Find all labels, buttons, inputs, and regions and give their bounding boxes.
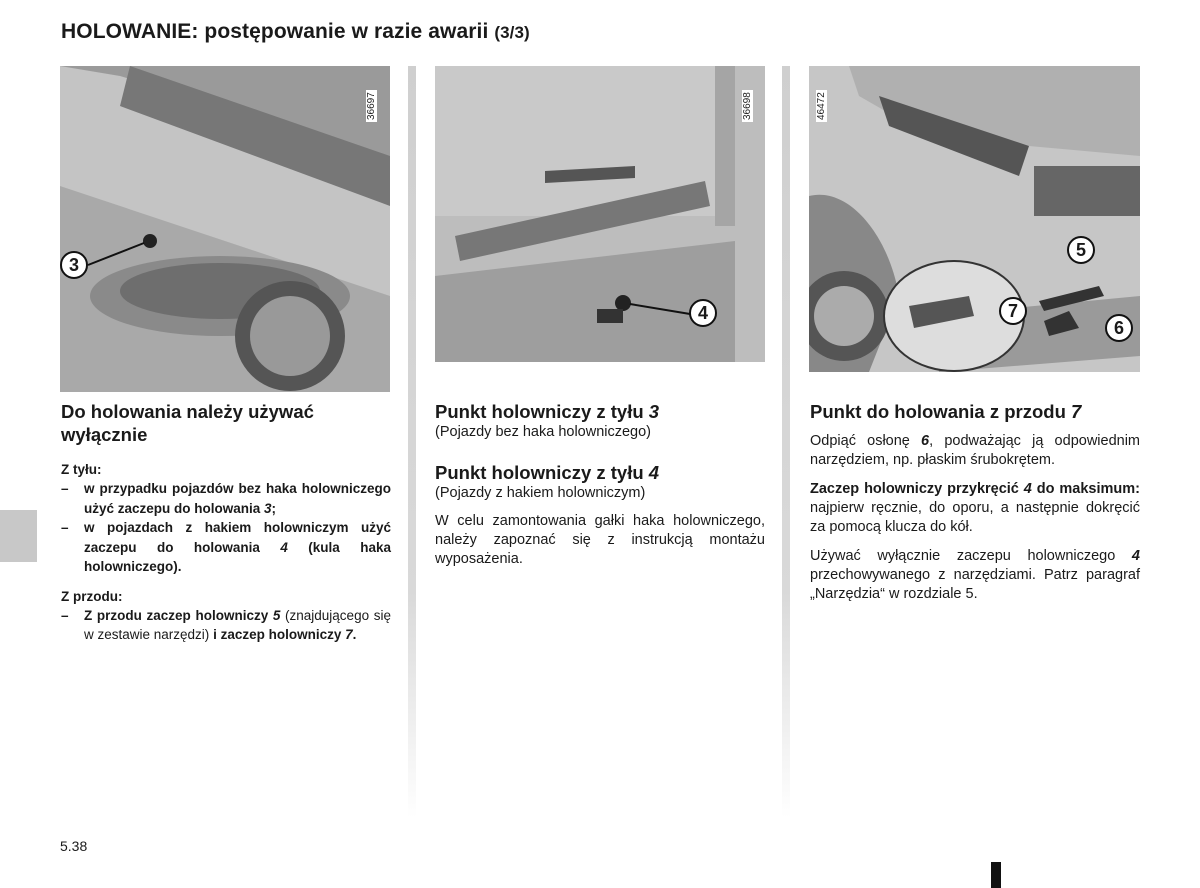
page-title: HOLOWANIE: postępowanie w razie awarii (3/3): [61, 20, 530, 43]
callout-badge: 3: [60, 251, 88, 279]
list-item: – w pojazdach z hakiem holowniczym użyć zaczepu do holowania 4 (kula haka holowniczego).: [61, 520, 391, 574]
callout-badge: 5: [1067, 236, 1095, 264]
list-item: – w przypadku pojazdów bez haka holowniczego użyć zaczepu do holowania 3;: [61, 481, 391, 516]
section-note: (Pojazdy z hakiem holowniczym): [435, 485, 646, 501]
illustration-rear-bumper: [435, 66, 765, 362]
figure-reference-number: 36698: [742, 92, 753, 120]
page-edge-marker: [991, 862, 1001, 888]
section-heading: Punkt holowniczy z tyłu 4: [435, 462, 660, 483]
callout-badge: 6: [1105, 314, 1133, 342]
chapter-tab: [0, 510, 37, 562]
section-heading: Punkt do holowania z przodu 7: [810, 401, 1082, 422]
column-divider: [408, 66, 416, 818]
body-paragraph: Używać wyłącznie zaczepu holowniczego 4 przechowywanego z narzędziami. Patrz paragraf „Narzędzia“ w rozdziale 5.: [810, 548, 1140, 602]
callout-badge: 4: [689, 299, 717, 327]
body-paragraph: W celu zamontowania gałki haka holowniczego, należy zapoznać się z instrukcją montażu wyposażenia.: [435, 513, 765, 567]
list-item: – Z przodu zaczep holowniczy 5 (znajdującego się w zestawie narzędzi) i zaczep holowniczy 7.: [61, 607, 391, 642]
section-note: (Pojazdy bez haka holowniczego): [435, 424, 652, 440]
illustration-front-bumper: [809, 66, 1140, 372]
section-heading: Punkt holowniczy z tyłu 3: [435, 401, 660, 422]
figure-reference-number: 36697: [366, 92, 377, 120]
column-3: [810, 400, 1140, 604]
callout-badge: 7: [999, 297, 1027, 325]
column-2: [435, 400, 765, 569]
figure-reference-number: 46472: [816, 92, 827, 120]
illustration-rear-underside: [60, 66, 390, 392]
section-label-rear: Z tyłu:: [61, 462, 102, 477]
section-label-front: Z przodu:: [61, 588, 123, 604]
body-paragraph: Odpiąć osłonę 6, podważając ją odpowiednim narzędziem, np. płaskim śrubokrętem.: [810, 433, 1141, 468]
column-divider: [782, 66, 790, 818]
column-1: [61, 400, 391, 645]
section-heading: Do holowania należy używać wyłącznie: [61, 401, 314, 445]
body-paragraph: Zaczep holowniczy przykręcić 4 do maksimum: najpierw ręcznie, do oporu, a następnie dokręcić za pomocą klucza do kół.: [810, 481, 1140, 535]
page-subtitle: (3/3): [494, 23, 530, 42]
page-number: 5.38: [60, 838, 88, 854]
